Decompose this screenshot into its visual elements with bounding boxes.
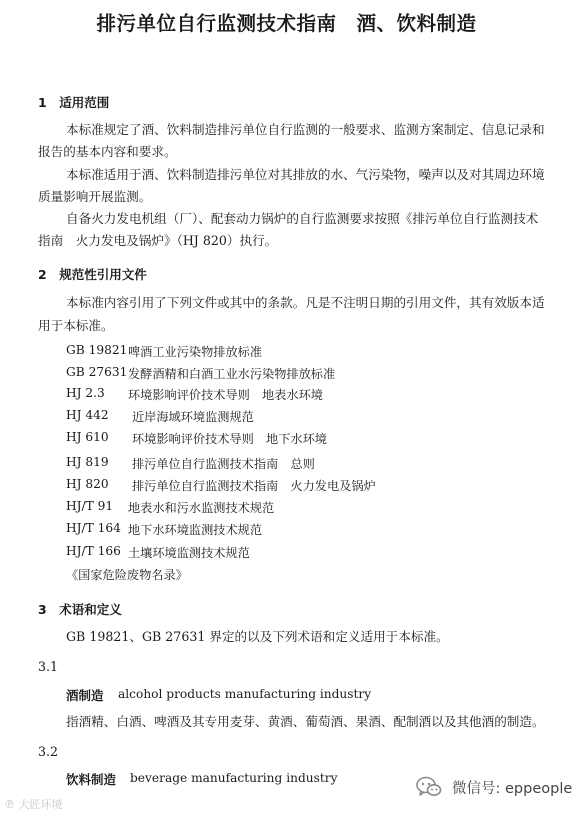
section-1-para-1-line-2: 报告的基本内容和要求。 xyxy=(38,144,177,159)
term-definition: 指酒精、白酒、啤酒及其专用麦芽、黄酒、葡萄酒、果酒、配制酒以及其他酒的制造。 xyxy=(66,714,545,729)
section-1-para-2-line-1: 本标准适用于酒、饮料制造排污单位对其排放的水、气污染物，噪声以及对其周边环境 xyxy=(66,167,545,182)
reference-extra: 《国家危险废物名录》 xyxy=(66,568,188,582)
reference-title: 环境影响评价技术导则 地下水环境 xyxy=(132,432,327,446)
reference-code: HJ 610 xyxy=(66,430,109,444)
reference-title: 地下水环境监测技术规范 xyxy=(128,523,263,537)
section-1-para-3-line-2: 指南 火力发电及锅炉》（HJ 820）执行。 xyxy=(38,233,278,248)
section-2-intro-line-1: 本标准内容引用了下列文件或其中的条款。凡是不注明日期的引用文件，其有效版本适 xyxy=(66,295,545,310)
watermark-text: ℗ 大匠环境 xyxy=(4,798,63,811)
reference-code: HJ 442 xyxy=(66,408,109,422)
section-1-para-1-line-1: 本标准规定了酒、饮料制造排污单位自行监测的一般要求、监测方案制定、信息记录和 xyxy=(66,122,545,137)
reference-code: HJ 819 xyxy=(66,455,109,469)
term-english: alcohol products manufacturing industry xyxy=(118,687,372,701)
section-2-heading: 2 规范性引用文件 xyxy=(38,267,147,282)
reference-code: HJ/T 91 xyxy=(66,499,114,513)
wechat-watermark xyxy=(416,776,572,798)
section-2-intro-line-2: 用于本标准。 xyxy=(38,318,114,333)
reference-code: GB 19821 xyxy=(66,343,128,357)
reference-code: HJ 2.3 xyxy=(66,386,105,400)
section-3-heading: 3 术语和定义 xyxy=(38,602,122,617)
reference-code: HJ 820 xyxy=(66,477,109,491)
reference-title: 排污单位自行监测技术指南 总则 xyxy=(132,457,315,471)
reference-code: GB 27631 xyxy=(66,365,128,379)
term-number: 3.2 xyxy=(38,744,59,759)
wechat-id-label: 微信号: eppeople xyxy=(452,780,573,797)
section-1-para-3-line-1: 自备火力发电机组（厂）、配套动力锅炉的自行监测要求按照《排污单位自行监测技术 xyxy=(66,211,539,226)
term-number: 3.1 xyxy=(38,659,59,674)
section-1-heading: 1 适用范围 xyxy=(38,95,110,110)
reference-title: 近岸海域环境监测规范 xyxy=(132,410,254,424)
reference-title: 环境影响评价技术导则 地表水环境 xyxy=(128,388,323,402)
reference-title: 地表水和污水监测技术规范 xyxy=(128,501,275,515)
term-english: beverage manufacturing industry xyxy=(130,771,338,785)
reference-code: HJ/T 166 xyxy=(66,544,121,558)
section-1-para-2-line-2: 质量影响开展监测。 xyxy=(38,189,152,204)
document-title: 排污单位自行监测技术指南 酒、饮料制造 xyxy=(96,12,477,35)
reference-title: 排污单位自行监测技术指南 火力发电及锅炉 xyxy=(132,479,376,493)
reference-title: 啤酒工业污染物排放标准 xyxy=(128,345,263,359)
wechat-logo-icon xyxy=(416,776,442,798)
section-3-intro: GB 19821、GB 27631 界定的以及下列术语和定义适用于本标准。 xyxy=(66,629,449,644)
term-chinese: 酒制造 xyxy=(66,688,104,703)
reference-title: 发酵酒精和白酒工业水污染物排放标准 xyxy=(128,367,336,381)
reference-code: HJ/T 164 xyxy=(66,521,121,535)
reference-title: 土壤环境监测技术规范 xyxy=(128,546,250,560)
term-chinese: 饮料制造 xyxy=(66,772,117,787)
